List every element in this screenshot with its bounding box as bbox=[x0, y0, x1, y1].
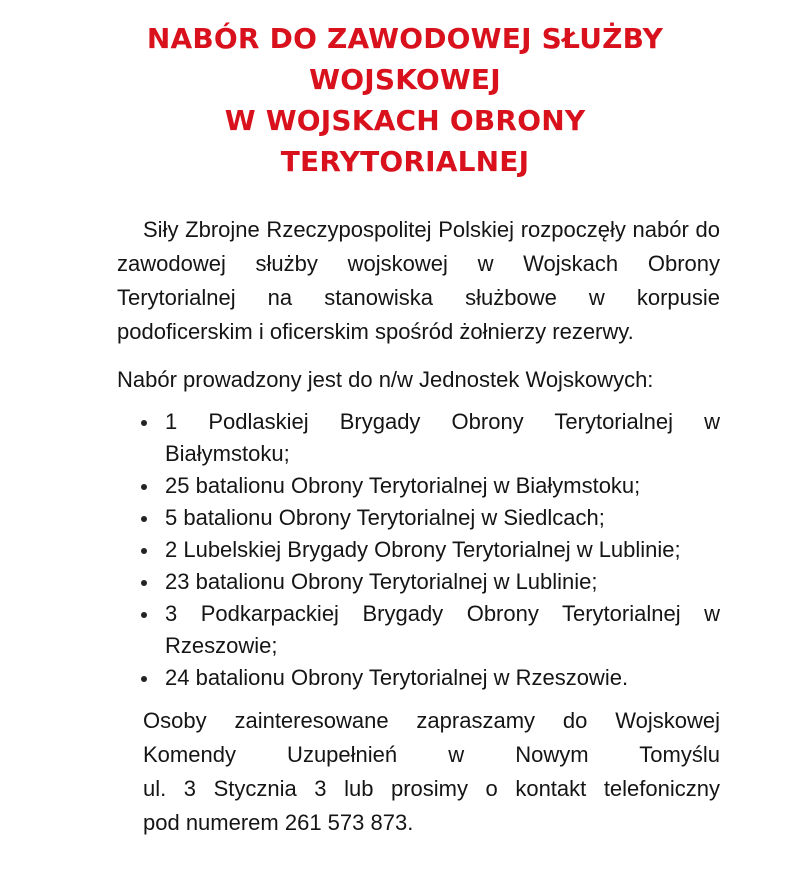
document-title bbox=[55, 18, 755, 182]
unit-item bbox=[117, 534, 720, 566]
bullet-icon bbox=[141, 580, 147, 586]
bullet-icon bbox=[141, 516, 147, 522]
unit-text: 5 batalionu Obrony Terytorialnej w Siedlcach; bbox=[165, 505, 605, 530]
bullet-icon bbox=[141, 548, 147, 554]
unit-item bbox=[117, 502, 720, 534]
title-line-3: W WOJSKACH OBRONY bbox=[224, 104, 586, 137]
units-list bbox=[117, 406, 720, 694]
intro-paragraph: Siły Zbrojne Rzeczypospolitej Polskiej rozpoczęły nabór do zawodowej służby wojskowej w Wojskach Obrony Terytorialnej na stanowiska służbowe w korpusie podoficerskim i oficerskim spośród żołnierzy rezerwy. bbox=[117, 217, 720, 344]
closing-line-3: ul. 3 Stycznia 3 lub prosimy o kontakt telefoniczny bbox=[143, 776, 720, 801]
unit-text: 1 Podlaskiej Brygady Obrony Terytorialnej w Białymstoku; bbox=[165, 409, 720, 466]
bullet-icon bbox=[141, 420, 147, 426]
unit-text: 2 Lubelskiej Brygady Obrony Terytorialnej w Lublinie; bbox=[165, 537, 681, 562]
units-intro: Nabór prowadzony jest do n/w Jednostek Wojskowych: bbox=[117, 367, 654, 392]
closing-line-1: Osoby zainteresowane zapraszamy do Wojskowej bbox=[143, 708, 720, 733]
bullet-icon bbox=[141, 612, 147, 618]
unit-item bbox=[117, 566, 720, 598]
bullet-icon bbox=[141, 676, 147, 682]
closing-paragraph bbox=[117, 704, 720, 840]
bullet-icon bbox=[141, 484, 147, 490]
unit-text: 23 batalionu Obrony Terytorialnej w Lublinie; bbox=[165, 569, 598, 594]
unit-item bbox=[117, 470, 720, 502]
unit-text: 25 batalionu Obrony Terytorialnej w Białymstoku; bbox=[165, 473, 641, 498]
unit-item bbox=[117, 598, 720, 662]
title-line-1: NABÓR DO ZAWODOWEJ SŁUŻBY bbox=[146, 22, 664, 55]
closing-line-4: pod numerem 261 573 873. bbox=[143, 810, 414, 835]
unit-item bbox=[117, 662, 720, 694]
unit-text: 3 Podkarpackiej Brygady Obrony Terytorialnej w Rzeszowie; bbox=[165, 601, 720, 658]
title-line-4: TERYTORIALNEJ bbox=[280, 145, 530, 178]
unit-text: 24 batalionu Obrony Terytorialnej w Rzeszowie. bbox=[165, 665, 629, 690]
unit-item bbox=[117, 406, 720, 470]
title-line-2: WOJSKOWEJ bbox=[309, 63, 501, 96]
closing-line-2: Komendy Uzupełnień w Nowym Tomyślu bbox=[143, 742, 720, 767]
document-body bbox=[117, 213, 720, 840]
